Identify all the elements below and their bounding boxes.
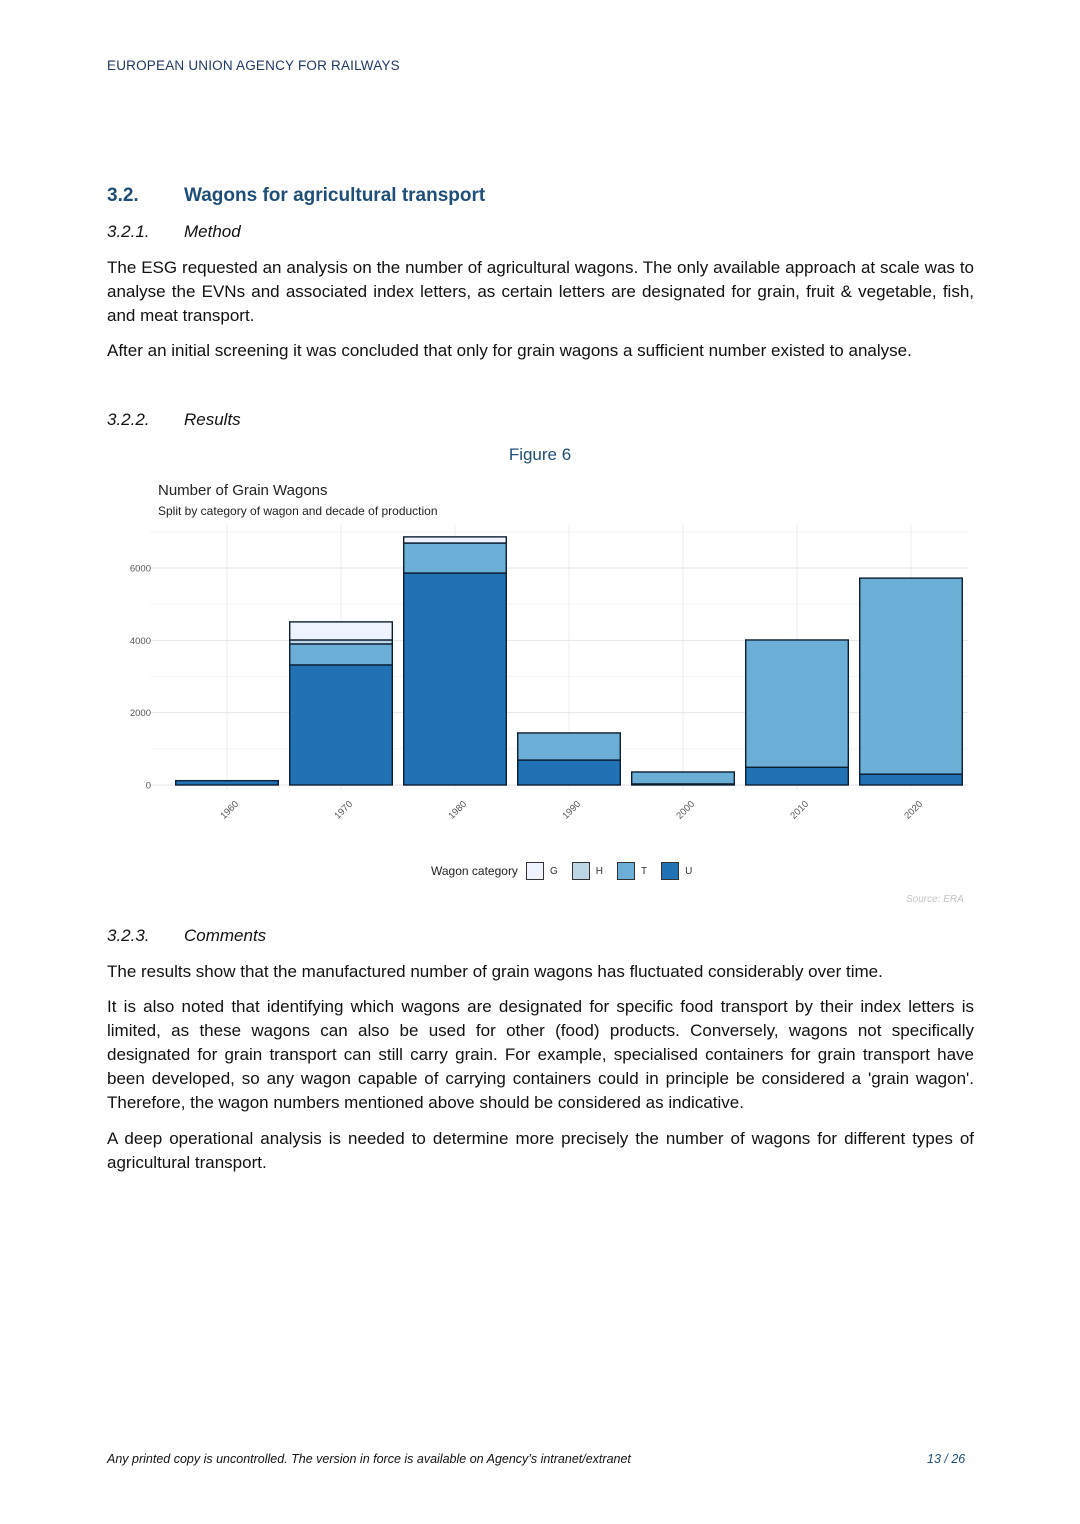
- subsection-number: 3.2.3.: [107, 926, 150, 945]
- bar-segment-t-1970: [290, 644, 393, 665]
- section-title: Wagons for agricultural transport: [184, 185, 486, 206]
- legend-item-u: U: [661, 862, 702, 880]
- subsection-title: Results: [184, 410, 241, 429]
- method-paragraph-2: After an initial screening it was concluded that only for grain wagons a sufficient number existed to analyse.: [107, 341, 912, 360]
- figure-caption: Figure 6: [508, 445, 572, 464]
- bar-segment-g-1970: [290, 622, 393, 640]
- bar-segment-u-2020: [860, 774, 963, 785]
- legend-swatch-u: [661, 862, 679, 880]
- legend-item-t: T: [617, 862, 657, 880]
- bar-segment-u-1970: [290, 665, 393, 785]
- x-tick-label: 2000: [674, 798, 698, 822]
- bar-segment-u-1960: [176, 781, 279, 785]
- y-tick-label: 6000: [129, 563, 151, 575]
- bar-segment-t-2000: [632, 772, 735, 784]
- subsection-number: 3.2.2.: [107, 410, 150, 429]
- legend-title: Wagon category: [431, 864, 518, 878]
- x-tick-label: 1970: [332, 798, 356, 822]
- chart-source: Source: ERA: [906, 894, 964, 905]
- x-tick-label: 1990: [560, 798, 584, 822]
- comments-paragraph-1: The results show that the manufactured number of grain wagons has fluctuated considerably over time.: [107, 962, 883, 981]
- legend-swatch-g: [526, 862, 544, 880]
- y-tick-label: 4000: [129, 635, 151, 647]
- x-tick-label: 1960: [218, 798, 242, 822]
- x-tick-label: 2020: [902, 798, 926, 822]
- bar-segment-t-2010: [746, 640, 849, 767]
- comments-paragraph-2: It is also noted that identifying which wagons are designated for specific food transport by their index letters is limited, as these wagons can also be used for other (food) products. Conversely, wagons not specifically designated for grain transport can still carry grain. For example, specialised containers for grain transport have been developed, so any wagon capable of carrying containers could in principle be considered a 'grain wagon'. Therefore, the wagon numbers mentioned above should be considered as indicative.: [107, 997, 974, 1112]
- chart-title: Number of Grain Wagons: [158, 482, 328, 499]
- chart-subtitle: Split by category of wagon and decade of production: [158, 504, 438, 518]
- x-tick-label: 2010: [788, 798, 812, 822]
- comments-paragraph-3: A deep operational analysis is needed to determine more precisely the number of wagons for different types of agricultural transport.: [107, 1129, 974, 1172]
- chart-legend: [431, 862, 706, 880]
- bar-segment-t-1980: [404, 543, 507, 573]
- bar-segment-u-1990: [518, 760, 621, 785]
- document-header: EUROPEAN UNION AGENCY FOR RAILWAYS: [107, 58, 400, 73]
- x-tick-label: 1980: [446, 798, 470, 822]
- footer-disclaimer: Any printed copy is uncontrolled. The version in force is available on Agency’s intranet/extranet: [107, 1452, 631, 1466]
- bar-segment-t-2020: [860, 578, 963, 774]
- bar-segment-u-2010: [746, 767, 849, 785]
- subsection-heading-comments: [107, 926, 266, 946]
- legend-swatch-h: [572, 862, 590, 880]
- page-number: 13 / 26: [927, 1452, 966, 1466]
- legend-item-g: G: [526, 862, 568, 880]
- legend-item-h: H: [572, 862, 613, 880]
- bar-segment-u-1980: [404, 573, 507, 785]
- subsection-number: 3.2.1.: [107, 222, 150, 241]
- bar-segment-t-1990: [518, 733, 621, 760]
- y-tick-label: 2000: [129, 708, 151, 720]
- subsection-title: Method: [184, 222, 241, 241]
- method-paragraph-1: The ESG requested an analysis on the number of agricultural wagons. The only available approach at scale was to analyse the EVNs and associated index letters, as certain letters are designated for grain, fruit & vegetable, fish, and meat transport.: [107, 258, 974, 325]
- bar-segment-g-1980: [404, 537, 507, 543]
- section-number: 3.2.: [107, 185, 139, 206]
- legend-swatch-t: [617, 862, 635, 880]
- y-tick-label: 0: [145, 780, 151, 792]
- subsection-title: Comments: [184, 926, 267, 945]
